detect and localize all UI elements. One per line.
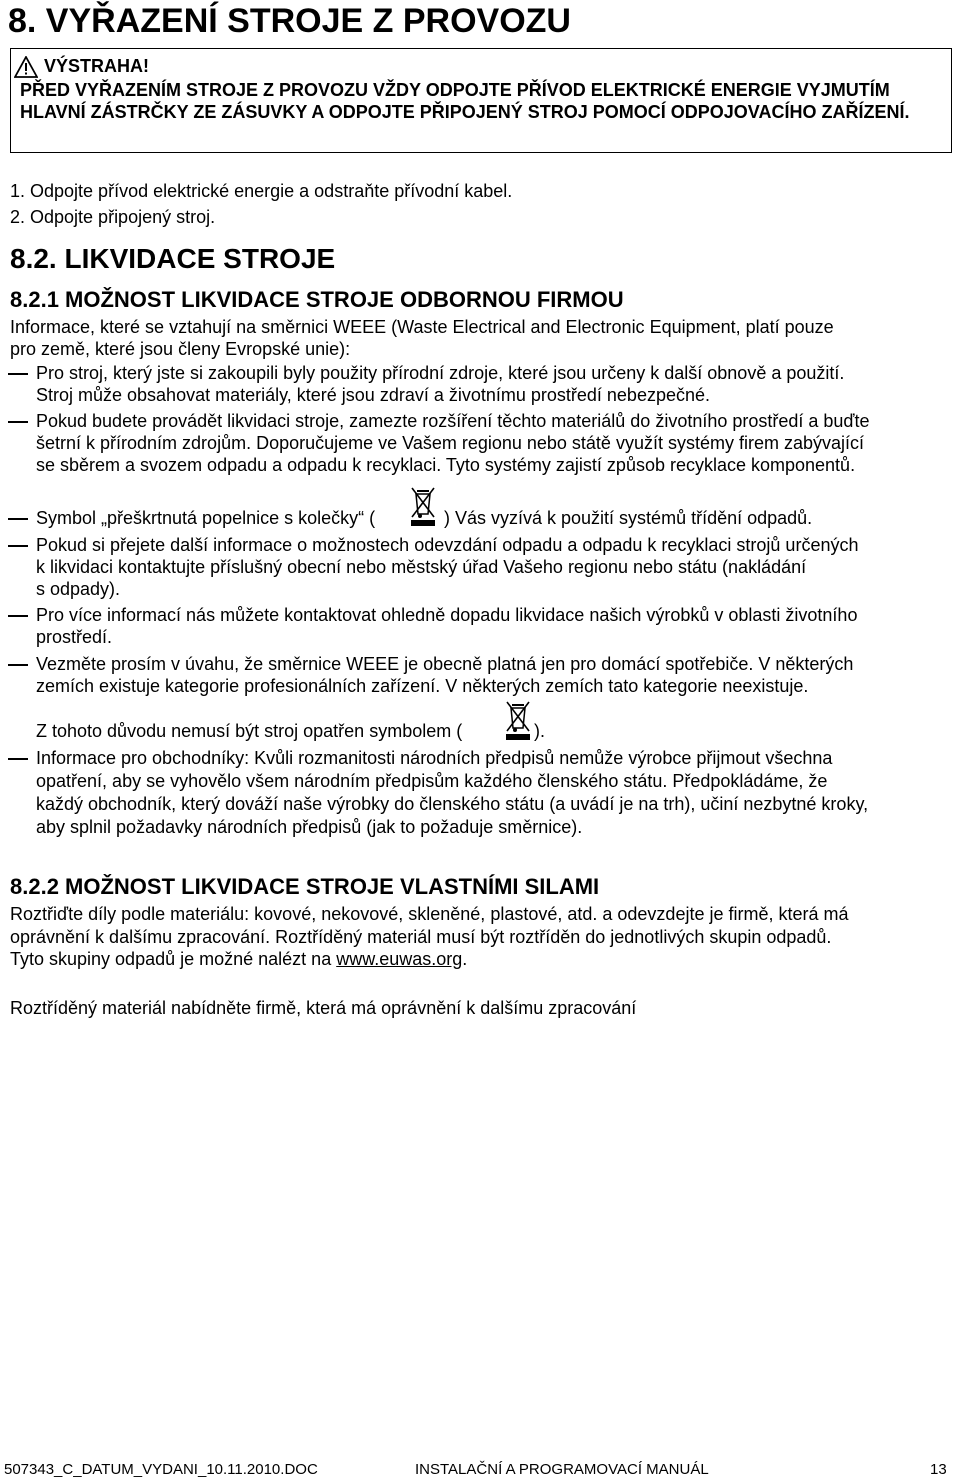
section-title-8-2: 8.2. LIKVIDACE STROJE [10,243,336,274]
intro-line-1: Informace, které se vztahují na směrnici WEEE (Waste Electrical and Electronic Equipment, platí pouze [10,317,834,337]
step-1: 1. Odpojte přívod elektrické energie a odstraňte přívodní kabel. [10,181,513,201]
bullet-7-line-3: každý obchodník, který dováží naše výrobky do členského státu (a uvádí je na trh), učiní nezbytné kroky, [36,794,869,814]
bullet-7-line-1: Informace pro obchodníky: Kvůli rozmanitosti národních předpisů nemůže výrobce přijmout všechna [36,748,833,768]
crossed-out-wheelie-bin-icon [408,484,438,528]
bullet-1-line-1: Pro stroj, který jste si zakoupili byly použity přírodní zdroje, které jsou určeny k další obnově a použití. [36,363,845,383]
bullet-5-line-1: Pro více informací nás můžete kontaktovat ohledně dopadu likvidace našich výrobků v oblasti životního [36,605,858,625]
euwas-link[interactable]: www.euwas.org [336,949,463,969]
diy-line-3-text: Tyto skupiny odpadů je možné nalézt na [10,949,337,969]
warning-text: PŘED VYŘAZENÍM STROJE Z PROVOZU VŽDY ODPOJTE PŘÍVOD ELEKTRICKÉ ENERGIE VYJMUTÍM HLAVNÍ ZÁSTRČKY ZE ZÁSUVKY A ODPOJTE PŘIPOJENÝ STROJ POMOCÍ ODPOJOVACÍHO ZAŘÍZENÍ. [20,80,910,122]
bullet-7-line-4: aby splnil požadavky národních předpisů (jak to požaduje směrnice). [36,817,583,837]
bullet-dash [8,615,28,617]
bullet-6-line-1: Vezměte prosím v úvahu, že směrnice WEEE je obecně platná jen pro domácí spotřebiče. V některých [36,654,854,674]
bullet-5-line-2: prostředí. [36,627,113,647]
warning-title: VÝSTRAHA! [44,56,150,76]
diy-line-3 [10,948,467,970]
page-heading: 8. VYŘAZENÍ STROJE Z PROVOZU [8,2,571,40]
bullet-4-line-3: s odpady). [36,579,121,599]
bullet-6-line-3b: ). [534,721,545,741]
warning-triangle-icon [14,56,38,78]
bullet-4-line-2: k likvidaci kontaktujte příslušný obecní nebo městský úřad Vašeho regionu nebo státu (nakládání [36,557,807,577]
diy-line-1: Roztřiďte díly podle materiálu: kovové, nekovové, skleněné, plastové, atd. a odevzdejte je firmě, která má [10,904,849,924]
section-title-8-2-1: 8.2.1 MOŽNOST LIKVIDACE STROJE ODBORNOU FIRMOU [10,287,624,312]
intro-line-2: pro země, které jsou členy Evropské unie): [10,339,351,359]
bullet-2-line-2: šetrní k přírodním zdrojům. Doporučujeme ve Vašem regionu nebo státě využít systémy firem zabývající [36,433,864,453]
bullet-dash [8,664,28,666]
bullet-6-line-2: zemích existuje kategorie profesionálních zařízení. V některých zemích tato kategorie neexistuje. [36,676,809,696]
bullet-dash [8,373,28,375]
bullet-dash [8,545,28,547]
footer-page-number: 13 [930,1461,947,1478]
footer-doc-id: 507343_C_DATUM_VYDANI_10.11.2010.DOC [4,1461,318,1478]
crossed-out-wheelie-bin-icon [503,698,533,742]
footer-manual-title: INSTALAČNÍ A PROGRAMOVACÍ MANUÁL [415,1461,709,1478]
step-2: 2. Odpojte připojený stroj. [10,207,216,227]
bullet-2-line-1: Pokud budete provádět likvidaci stroje, zamezte rozšíření těchto materiálů do životního prostředí a buďte [36,411,870,431]
diy-line-4: Roztříděný materiál nabídněte firmě, která má oprávnění k dalšímu zpracování [10,998,637,1018]
bullet-dash [8,518,28,520]
diy-line-3-end: . [462,949,468,969]
diy-line-2: oprávnění k dalšímu zpracování. Roztříděný materiál musí být roztříděn do jednotlivých skupin odpadů. [10,927,832,947]
bullet-1-line-2: Stroj může obsahovat materiály, které jsou zdraví a životnímu prostředí nebezpečné. [36,385,710,405]
bullet-7-line-2: opatření, aby se vyhovělo všem národním předpisům každého členského státu. Předpokládáme, že [36,771,828,791]
bullet-6-line-3a: Z tohoto důvodu nemusí být stroj opatřen symbolem ( [36,721,463,741]
bullet-dash [8,421,28,423]
bullet-dash [8,758,28,760]
bullet-4-line-1: Pokud si přejete další informace o možnostech odevzdání odpadu a odpadu k recyklaci strojů určených [36,535,859,555]
section-title-8-2-2: 8.2.2 MOŽNOST LIKVIDACE STROJE VLASTNÍMI SILAMI [10,874,600,899]
bullet-3-text-a: Symbol „přeškrtnutá popelnice s kolečky“ ( [36,508,376,528]
bullet-3-text-b: ) Vás vyzívá k použití systémů třídění odpadů. [444,508,813,528]
bullet-2-line-3: se sběrem a svozem odpadu a odpadu k recyklaci. Tyto systémy zajistí způsob recyklace komponentů. [36,455,856,475]
